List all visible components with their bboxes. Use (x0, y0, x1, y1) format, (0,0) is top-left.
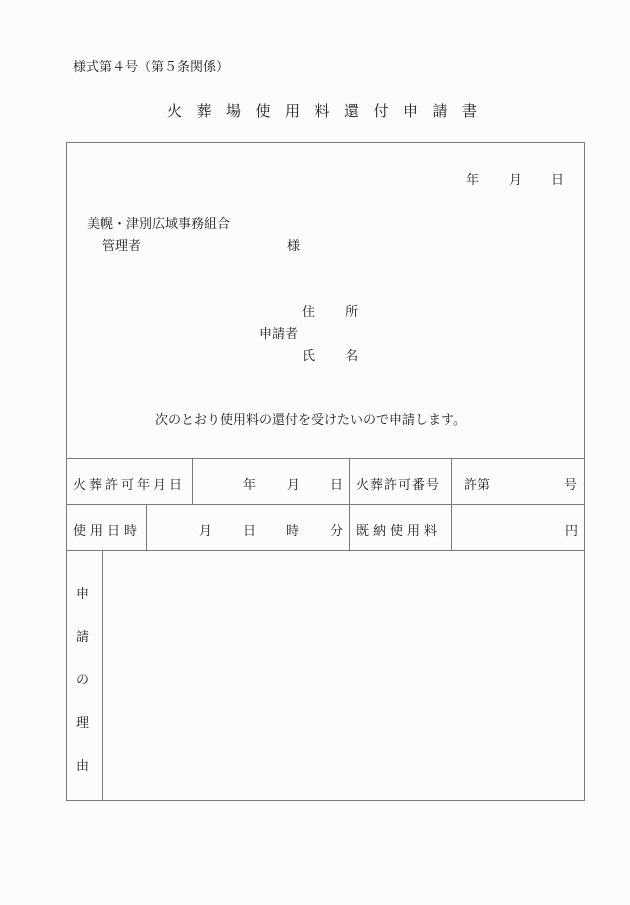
row-divider-2 (66, 504, 585, 505)
document-title: 火葬場使用料還付申請書 (167, 102, 492, 120)
recipient-title: 管理者 (102, 239, 142, 254)
permit-date-year-label: 年 (243, 478, 257, 493)
use-hour-label: 時 (286, 524, 300, 539)
date-month-label: 月 (509, 173, 523, 188)
use-day-label: 日 (243, 524, 257, 539)
col-divider-reason (102, 550, 103, 801)
reason-label-char-4: 理 (76, 716, 90, 731)
permit-date-day-label: 日 (330, 478, 344, 493)
form-number: 様式第４号（第５条関係） (73, 60, 230, 75)
col-divider-permit-date (192, 458, 193, 504)
application-statement: 次のとおり使用料の還付を受けたいので申請します。 (155, 413, 466, 428)
reason-label-char-5: 由 (76, 759, 90, 774)
permit-date-month-label: 月 (287, 478, 301, 493)
applicant-name-label: 氏 名 (302, 349, 372, 364)
row-divider-3 (66, 550, 585, 551)
paid-fee-label: 既納使用料 (356, 524, 442, 539)
paid-fee-unit: 円 (565, 524, 579, 539)
date-year-label: 年 (466, 173, 480, 188)
col-divider-right (451, 458, 452, 550)
applicant-name-field[interactable] (355, 340, 580, 362)
reason-label-char-2: 請 (76, 630, 90, 645)
date-day-label: 日 (551, 173, 565, 188)
application-date-field[interactable] (380, 164, 580, 188)
permit-number-prefix: 許第 (464, 478, 491, 493)
application-reason-field[interactable] (104, 552, 584, 800)
permit-date-field[interactable] (194, 460, 348, 503)
recipient-organization: 美幌・津別広域事務組合 (87, 217, 231, 232)
permit-date-label: 火葬許可年月日 (73, 478, 186, 493)
applicant-address-field[interactable] (355, 296, 580, 318)
recipient-honorific: 様 (287, 239, 301, 254)
col-divider-mid (349, 458, 350, 550)
permit-number-label: 火葬許可番号 (356, 478, 441, 493)
reason-label-char-1: 申 (76, 587, 90, 602)
row-divider-1 (66, 458, 585, 459)
col-divider-use-date (146, 504, 147, 550)
reason-label-char-3: の (76, 673, 90, 688)
applicant-label: 申請者 (259, 327, 299, 342)
use-month-label: 月 (199, 524, 213, 539)
use-datetime-label: 使用日時 (73, 524, 142, 539)
applicant-address-label: 住 所 (302, 305, 372, 320)
use-minute-label: 分 (330, 524, 344, 539)
permit-number-suffix: 号 (564, 478, 578, 493)
